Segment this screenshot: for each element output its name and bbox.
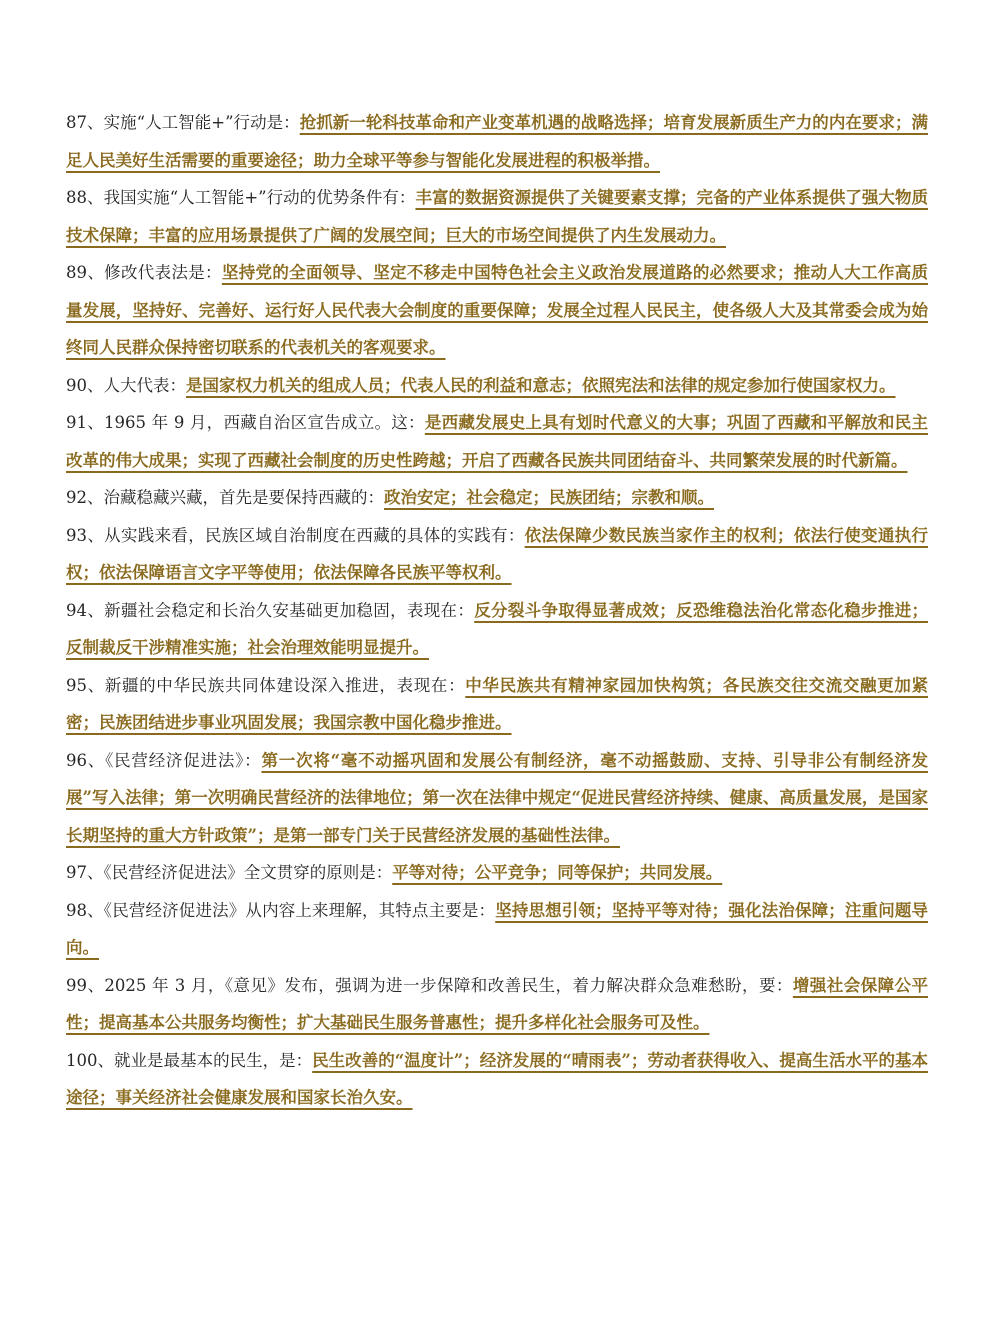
qa-item-90 <box>66 367 928 405</box>
question-text: 97、《民营经济促进法》全文贯穿的原则是： <box>66 863 393 882</box>
qa-item-88 <box>66 179 928 254</box>
question-text: 99、2025 年 3 月，《意见》发布，强调为进一步保障和改善民生，着力解决群众急难愁盼，要： <box>66 975 793 995</box>
answer-text: 中华民族共有精神家园加快构筑；各民族交往交流交融更加紧密；民族团结进步事业巩固发展；我国宗教中国化稳步推进。 <box>66 675 929 732</box>
question-text: 94、新疆社会稳定和长治久安基础更加稳固，表现在： <box>66 600 475 620</box>
qa-item-92 <box>66 479 928 517</box>
question-text: 100、就业是最基本的民生，是： <box>66 1050 313 1070</box>
qa-item-89 <box>66 254 928 367</box>
question-text: 87、实施“人工智能+”行动是： <box>66 113 300 132</box>
answer-text: 政治安定；社会稳定；民族团结；宗教和顺。 <box>384 488 714 507</box>
qa-item-93 <box>66 517 928 592</box>
question-text: 91、1965 年 9 月，西藏自治区宣告成立。这： <box>66 413 425 432</box>
answer-text: 抢抓新一轮科技革命和产业变革机遇的战略选择；培育发展新质生产力的内在要求；满足人民美好生活需要的重要途径；助力全球平等参与智能化发展进程的积极举措。 <box>66 113 928 170</box>
qa-item-100 <box>66 1042 928 1117</box>
answer-text: 增强社会保障公平性；提高基本公共服务均衡性；扩大基础民生服务普惠性；提升多样化社会服务可及性。 <box>66 975 928 1032</box>
question-text: 98、《民营经济促进法》从内容上来理解，其特点主要是： <box>66 900 496 920</box>
question-text: 92、治藏稳藏兴藏，首先是要保持西藏的： <box>66 488 384 507</box>
qa-item-91 <box>66 404 928 479</box>
qa-item-95 <box>66 667 928 742</box>
question-text: 95、新疆的中华民族共同体建设深入推进，表现在： <box>66 675 466 695</box>
question-text: 93、从实践来看，民族区域自治制度在西藏的具体的实践有： <box>66 525 525 545</box>
qa-item-96 <box>66 742 928 855</box>
answer-text: 是西藏发展史上具有划时代意义的大事；巩固了西藏和平解放和民主改革的伟大成果；实现了西藏社会制度的历史性跨越；开启了西藏各民族共同团结奋斗、共同繁荣发展的时代新篇。 <box>66 413 928 470</box>
qa-item-97 <box>66 854 928 892</box>
question-text: 90、人大代表： <box>66 375 186 395</box>
answer-text: 反分裂斗争取得显著成效；反恐维稳法治化常态化稳步推进；反制裁反干涉精准实施；社会治理效能明显提升。 <box>66 600 929 657</box>
qa-item-94 <box>66 592 928 667</box>
answer-text: 是国家权力机关的组成人员；代表人民的利益和意志；依照宪法和法律的规定参加行使国家权力。 <box>186 375 896 395</box>
qa-item-87 <box>66 104 928 179</box>
answer-text: 第一次将“毫不动摇巩固和发展公有制经济，毫不动摇鼓励、支持、引导非公有制经济发展”写入法律；第一次明确民营经济的法律地位；第一次在法律中规定“促进民营经济持续、健康、高质量发展，是国家长期坚持的重大方针政策”；是第一部专门关于民营经济发展的基础性法律。 <box>66 750 928 845</box>
question-text: 89、修改代表法是： <box>66 263 222 282</box>
answer-text: 民生改善的“温度计”；经济发展的“晴雨表”；劳动者获得收入、提高生活水平的基本途径；事关经济社会健康发展和国家长治久安。 <box>66 1050 929 1107</box>
answer-text: 丰富的数据资源提供了关键要素支撑；完备的产业体系提供了强大物质技术保障；丰富的应用场景提供了广阔的发展空间；巨大的市场空间提供了内生发展动力。 <box>66 188 928 245</box>
question-text: 96、《民营经济促进法》： <box>66 750 262 770</box>
answer-text: 依法保障少数民族当家作主的权利；依法行使变通执行权；依法保障语言文字平等使用；依法保障各民族平等权利。 <box>66 525 929 582</box>
qa-item-98 <box>66 892 928 967</box>
question-text: 88、我国实施“人工智能+”行动的优势条件有： <box>66 188 416 207</box>
answer-text: 坚持党的全面领导、坚定不移走中国特色社会主义政治发展道路的必然要求；推动人大工作高质量发展，坚持好、完善好、运行好人民代表大会制度的重要保障；发展全过程人民民主，使各级人大及其常委会成为始终同人民群众保持密切联系的代表机关的客观要求。 <box>66 263 929 357</box>
qa-item-99 <box>66 967 928 1042</box>
answer-text: 平等对待；公平竞争；同等保护；共同发展。 <box>392 863 723 882</box>
answer-text: 坚持思想引领；坚持平等对待；强化法治保障；注重问题导向。 <box>66 900 929 957</box>
